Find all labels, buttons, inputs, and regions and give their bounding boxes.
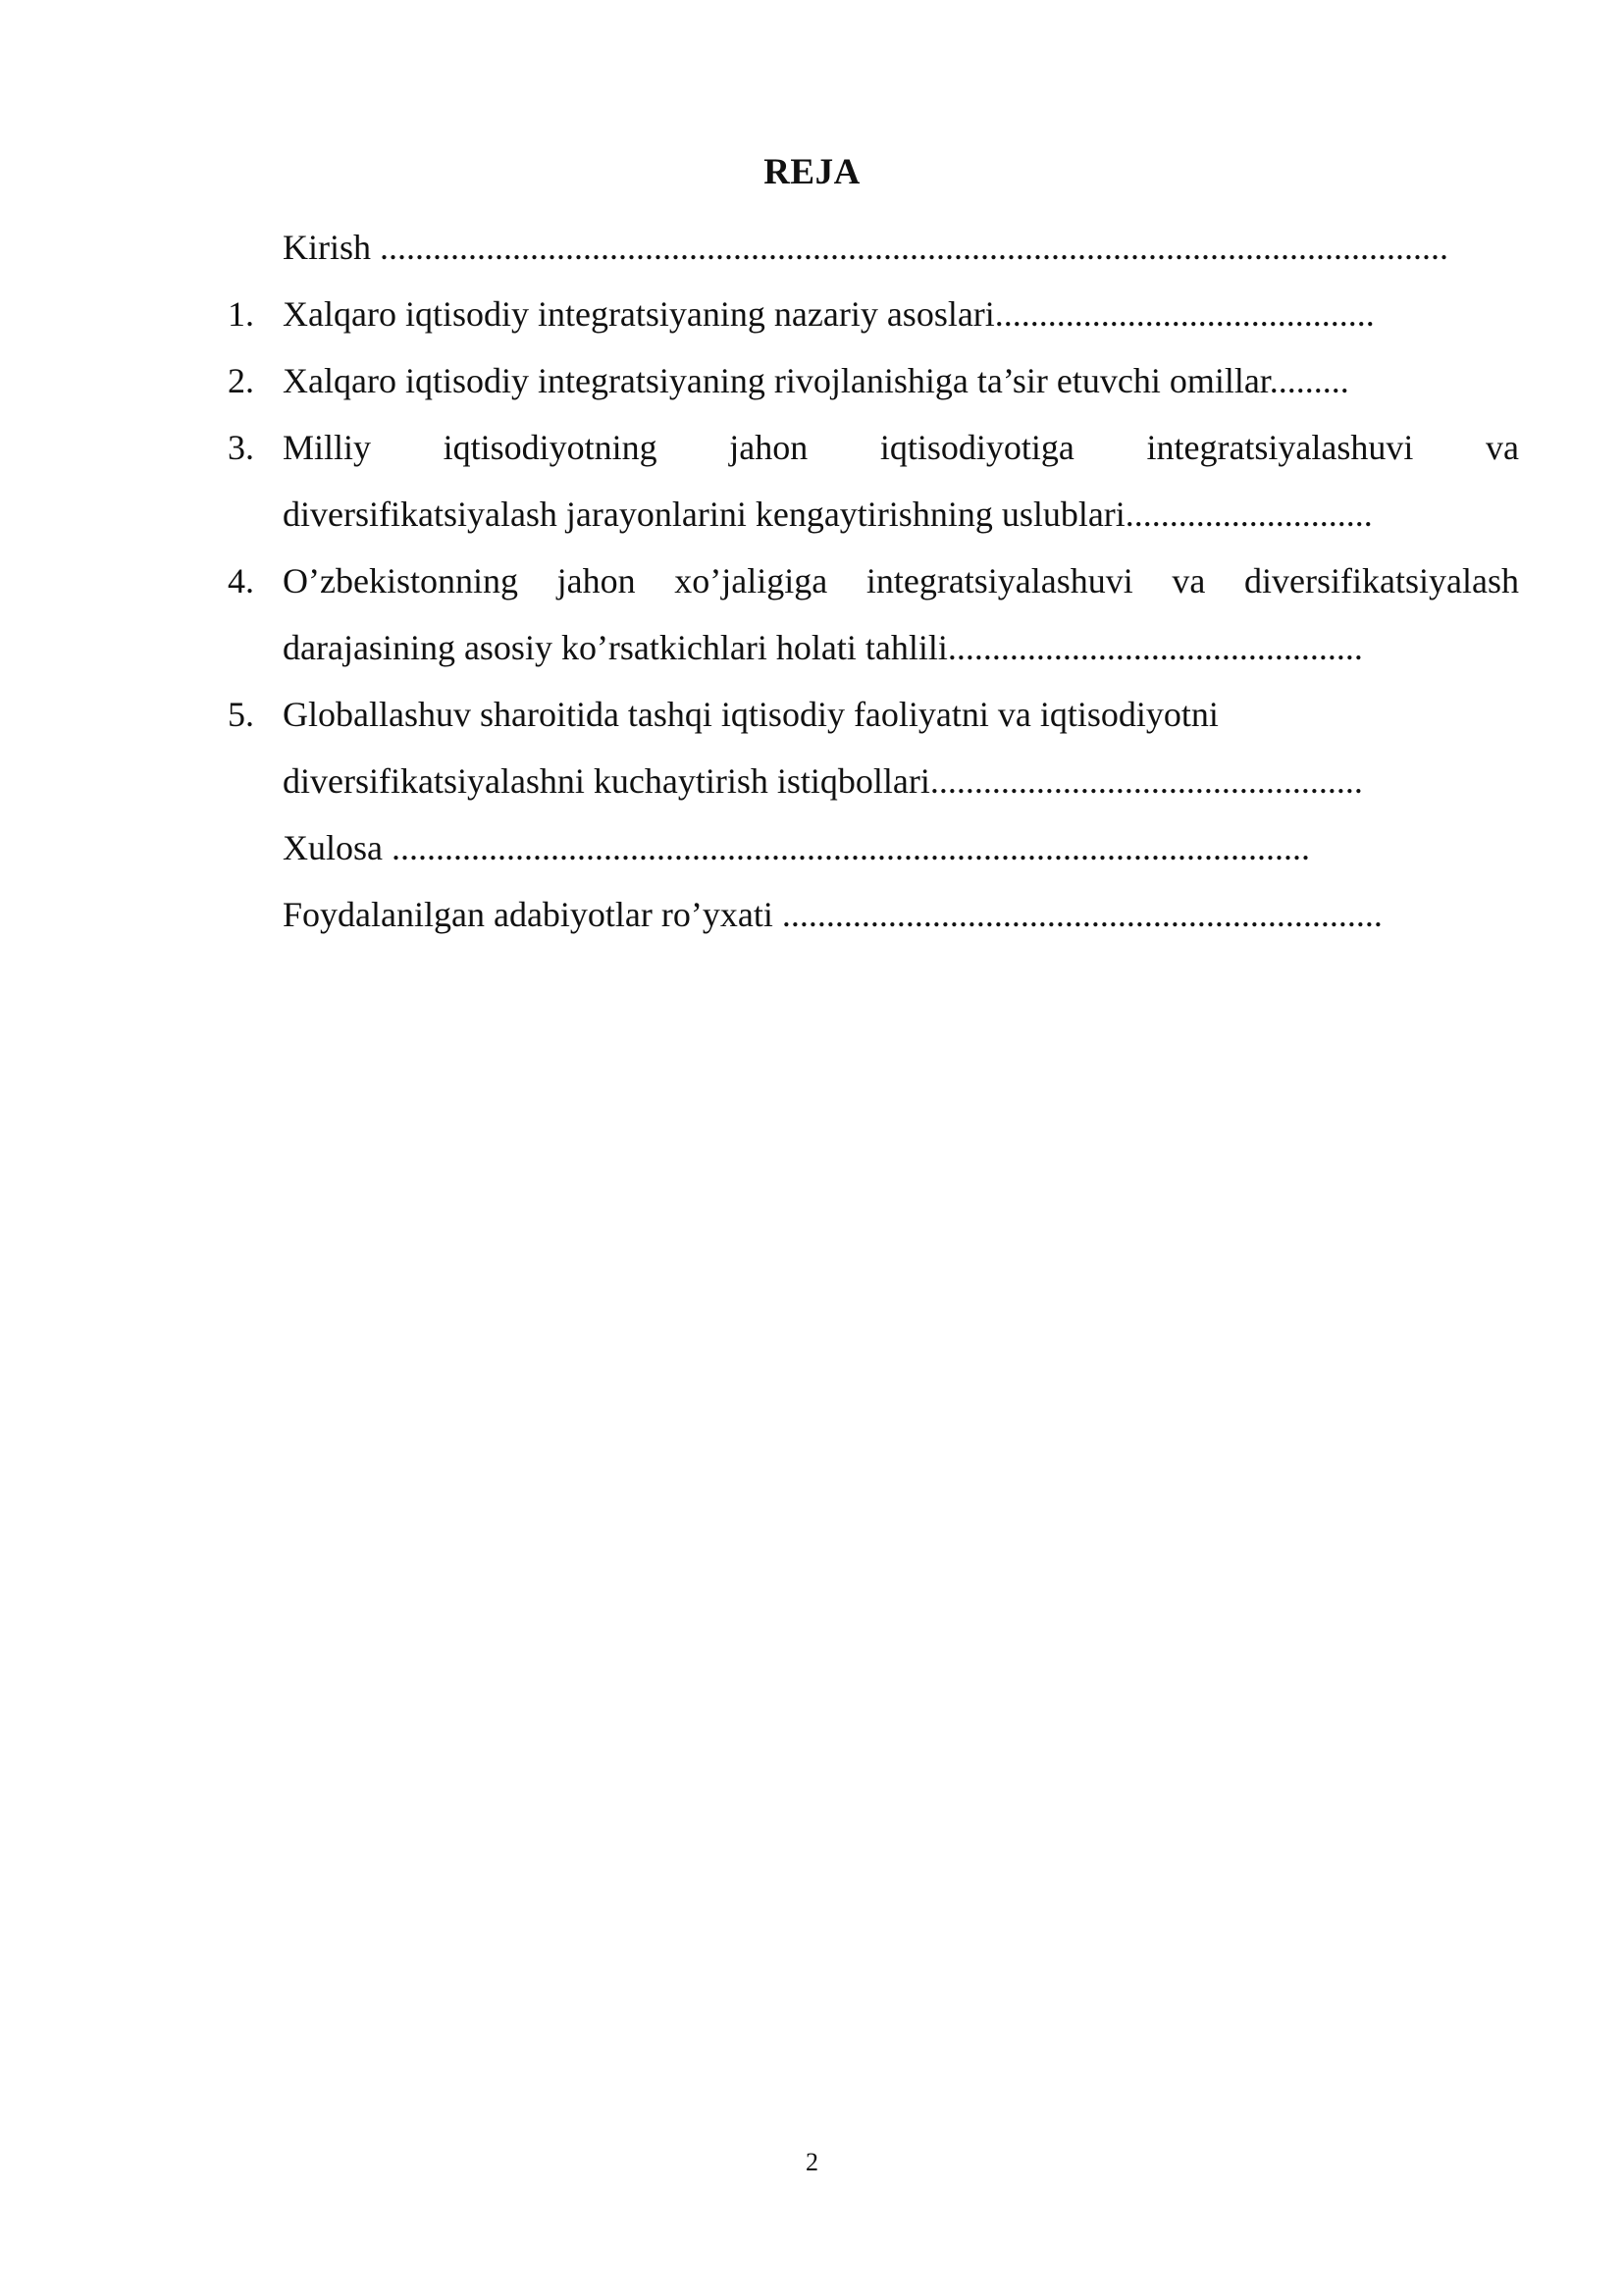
toc-entry-3 [228,414,1519,548]
toc-entry-number: 5. [228,695,254,734]
toc-entry-5-text-line-2: diversifikatsiyalashni kuchaytirish istiqbollari................................................. [283,761,1363,801]
toc-entry-5 [228,681,1519,814]
toc-entry-2-text: Xalqaro iqtisodiy integratsiyaning rivojlanishiga ta’sir etuvchi omillar......... [283,361,1349,400]
toc-entry-intro [228,214,1519,281]
toc-entry-number: 4. [228,561,254,600]
toc-entry-number: 3. [228,428,254,467]
toc-entry-conclusion-text: Xulosa ........................................................................................................ [283,828,1310,867]
toc-entry-references [228,881,1519,948]
table-of-contents [228,214,1519,948]
toc-entry-4-text-line-2: darajasining asosiy ko’rsatkichlari holati tahlili............................................... [283,628,1363,667]
page-number: 2 [806,2148,818,2176]
toc-entry-1-text: Xalqaro iqtisodiy integratsiyaning nazariy asoslari........................................... [283,294,1375,334]
toc-entry-number: 2. [228,361,254,400]
toc-entry-2 [228,347,1519,414]
page-title: REJA [763,152,861,192]
toc-entry-number: 1. [228,294,254,334]
toc-entry-4-text-line-1: O’zbekistonning jahon xo’jaligiga integratsiyalashuvi va diversifikatsiyalash [283,561,1519,600]
toc-entry-3-text-line-2: diversifikatsiyalash jarayonlarini kengaytirishning uslublari............................ [283,495,1373,534]
toc-entry-5-text-line-1: Globallashuv sharoitida tashqi iqtisodiy faoliyatni va iqtisodiyotni [283,695,1219,734]
toc-entry-4 [228,548,1519,681]
toc-entry-1 [228,281,1519,347]
toc-entry-intro-text: Kirish ......................................................................................................................... [283,228,1448,267]
toc-entry-references-text: Foydalanilgan adabiyotlar ro’yxati .................................................................... [283,895,1383,934]
toc-entry-3-text-line-1: Milliy iqtisodiyotning jahon iqtisodiyotiga integratsiyalashuvi va [283,428,1519,467]
toc-entry-conclusion [228,814,1519,881]
